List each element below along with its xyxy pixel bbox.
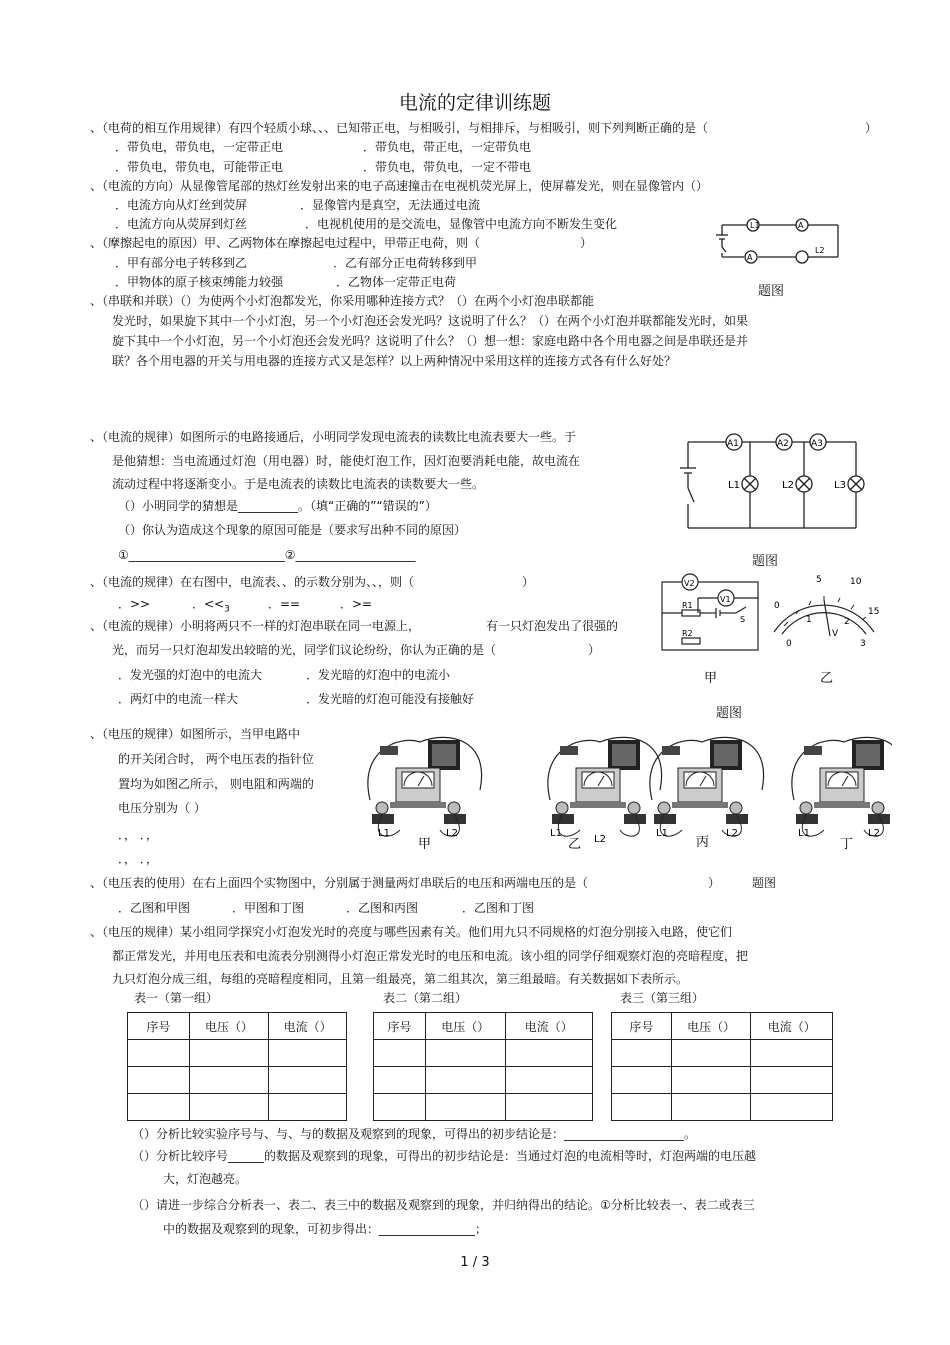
parallel-circuit-figure: [680, 428, 870, 536]
fig3-scale-top-5: 5: [816, 575, 822, 585]
q1-option-b: ．带负电，带正电，一定带负电: [363, 140, 532, 154]
table-2-title: 表二（第二组）: [383, 991, 468, 1005]
fig1-lamp-l1-label: L1: [750, 221, 760, 230]
table-header-index: 序号: [612, 1013, 672, 1040]
q8-options-row-2: ．， ．，: [118, 852, 158, 866]
q4-line-4: 联？各个用电器的开关与用电器的连接方式又是怎样？以上两种情况中采用这样的连接方式各有什么好处？: [112, 354, 677, 368]
q10-line-3: 九只灯泡分成三组，每组的亮暗程度相同，且第一组最亮，第二组其次，第三组最暗。有关数据如下表所示。: [112, 972, 689, 986]
q7-option-b: ．发光暗的灯泡中的电流小: [306, 668, 451, 682]
q8-line-1: 、（电压的规律）如图所示，当甲电路中: [90, 727, 301, 741]
fig2-lamp-l3-label: L3: [834, 480, 846, 491]
q9-option-b: ．甲图和丁图: [232, 901, 305, 915]
q3-paren-close: ）: [580, 236, 593, 250]
table-1-title: 表一（第一组）: [134, 991, 219, 1005]
q7-option-d: ．发光暗的灯泡可能没有接触好: [306, 692, 475, 706]
table-header-current: 电流（）: [505, 1013, 592, 1040]
q1-stem: 、（电荷的相互作用规律）有四个轻质小球、、、已知带正电，与相吸引，与相排斥，与相吸引，则下列判断正确的是（: [90, 121, 709, 135]
q2-option-c: ．电流方向从荧屏到灯丝: [115, 217, 248, 231]
series-circuit-figure: [712, 205, 848, 277]
photo-4-l2-label: L2: [868, 828, 880, 839]
table-row: [612, 1094, 833, 1121]
q8-options-row-1: ．， ．，: [118, 828, 158, 842]
data-table-1: [127, 1012, 347, 1121]
q7-line-2: 光，而另一只灯泡却发出较暗的光，同学们议论纷纷，你认为正确的是（: [112, 643, 497, 657]
q4-line-3: 旋下其中一个小灯泡，另一个小灯泡还会发光吗？这说明了什么？（）想一想：家庭电路中各个用电器之间是串联还是并: [112, 334, 749, 348]
photo-1-label: 甲: [418, 837, 432, 852]
fig1-ammeter-label: A: [798, 221, 804, 230]
q7-stem-continued: 有一只灯泡发出了很强的: [486, 619, 619, 633]
table-row: [612, 1040, 833, 1067]
q2-option-a: ．电流方向从灯丝到荧屏: [115, 198, 248, 212]
q6-option-b-subscript: 3: [224, 604, 230, 615]
fig3-label-jia: 甲: [704, 671, 718, 686]
page-title: 电流的定律训练题: [398, 92, 551, 114]
q10-sub-3: （）请进一步综合分析表一、表二、表三中的数据及观察到的现象，并归纳得出的结论。①分析比较表一、表二或表三: [132, 1198, 755, 1212]
photo-2-l1-label: L1: [550, 828, 562, 839]
photo-4-label: 丁: [840, 837, 854, 852]
table-header-voltage: 电压（）: [189, 1013, 269, 1040]
fig3-resistor-r1-label: R1: [682, 601, 693, 610]
fig3-scale-top-10: 10: [850, 577, 862, 587]
photo-2-l2-label: L2: [594, 834, 606, 845]
q1-paren-close: ）: [865, 121, 878, 135]
q3-option-c: ．甲物体的原子核束缚能力较强: [115, 275, 284, 289]
q9-paren-close: ）: [708, 876, 721, 890]
q8-line-4: 电压分别为（ ）: [118, 801, 206, 815]
q3-option-d: ．乙物体一定带正电荷: [336, 275, 457, 289]
table-row: [374, 1067, 593, 1094]
table-row: [612, 1067, 833, 1094]
fig2-lamp-l2-label: L2: [782, 480, 794, 491]
q5-line-1: 、（电流的规律）如图所示的电路接通后，小明同学发现电流表的读数比电流表要大一些。于: [90, 430, 577, 444]
q10-sub-3-continued: 中的数据及观察到的现象，可初步得出：________________；: [163, 1222, 488, 1236]
q3-stem: 、（摩擦起电的原因）甲、乙两物体在摩擦起电过程中，甲带正电荷，则（: [90, 236, 481, 250]
table-header-current: 电流（）: [751, 1013, 833, 1040]
q6-stem: 、（电流的规律）在右图中，电流表、、的示数分别为、、，则（: [90, 575, 415, 589]
q9-option-c: ．乙图和丙图: [346, 901, 419, 915]
data-table-2: [373, 1012, 593, 1121]
fig3-voltmeter-v2-label: V2: [684, 579, 695, 588]
fig1-ammeter-label-2: A: [747, 253, 753, 262]
q6-option-c: ．==: [268, 597, 301, 611]
table-header-voltage: 电压（）: [671, 1013, 751, 1040]
q9-stem: 、（电压表的使用）在右上面四个实物图中，分别属于测量两灯串联后的电压和两端电压的是（: [90, 876, 589, 890]
q2-option-b: ．显像管内是真空，无法通过电流: [300, 198, 481, 212]
photo-2-label: 乙: [568, 837, 582, 852]
q7-option-a: ．发光强的灯泡中的电流大: [118, 668, 263, 682]
voltmeter-figure: [656, 570, 882, 690]
q6-option-a: ．>>: [118, 597, 151, 611]
fig3-scale-bottom-1: 1: [806, 615, 812, 625]
fig1-caption: 题图: [758, 284, 785, 299]
q10-sub-1: （）分析比较实验序号与、与、与的数据及观察到的现象，可得出的初步结论是：____________________。: [132, 1127, 697, 1141]
table-header-index: 序号: [128, 1013, 190, 1040]
q8-line-3: 置均为如图乙所示， 则电阻和两端的: [118, 777, 314, 791]
photo-3-l2-label: L2: [726, 828, 738, 839]
q7-stem: 、（电流的规律）小明将两只不一样的灯泡串联在同一电源上，: [90, 619, 421, 633]
q6-option-b: [192, 597, 230, 617]
q1-option-c: ．带负电，带负电，可能带正电: [115, 160, 284, 174]
q10-line-2: 都正常发光，并用电压表和电流表分别测得小灯泡正常发光时的电压和电流。该小组的同学仔细观察灯泡的亮暗程度，把: [112, 949, 749, 963]
q10-sub-2: （）分析比较序号______的数据及观察到的现象，可得出的初步结论是：当通过灯泡的电流相等时，灯泡两端的电压越: [132, 1149, 757, 1163]
data-table-3: [611, 1012, 833, 1121]
q6-option-d: ．>=: [340, 597, 373, 611]
photo-3-l1-label: L1: [656, 828, 668, 839]
table-header-index: 序号: [374, 1013, 426, 1040]
q3-option-b: ．乙有部分正电荷转移到甲: [333, 256, 478, 270]
table-3-title: 表三（第三组）: [620, 991, 705, 1005]
q1-option-d: ．带负电，带负电，一定不带电: [363, 160, 532, 174]
q5-answer-blanks: ①__________________________②____________________: [118, 548, 416, 562]
q5-sub-2: （）你认为造成这个现象的原因可能是（要求写出种不同的原因）: [118, 523, 467, 537]
fig2-ammeter-a3-label: A3: [811, 439, 823, 449]
table-row: [128, 1040, 347, 1067]
fig2-lamp-l1-label: L1: [728, 480, 740, 491]
table-header-current: 电流（）: [269, 1013, 347, 1040]
q3-option-a: ．甲有部分电子转移到乙: [115, 256, 248, 270]
four-circuit-photos: [360, 730, 892, 858]
fig3-scale-bottom-3: 3: [860, 639, 866, 649]
fig3-switch-label: S: [740, 615, 746, 624]
fig3-scale-top-0: 0: [774, 601, 780, 611]
table-row: [374, 1040, 593, 1067]
q5-line-3: 流动过程中将逐渐变小。于是电流表的读数比电流表的读数要大一些。: [112, 477, 485, 491]
q9-option-d: ．乙图和丁图: [462, 901, 535, 915]
page-number: 1 / 3: [460, 1255, 490, 1270]
fig1-lamp-l2-label: L2: [815, 246, 825, 255]
q9-option-a: ．乙图和甲图: [118, 901, 191, 915]
q7-option-c: ．两灯中的电流一样大: [118, 692, 239, 706]
photo-1-l1-label: L1: [378, 828, 390, 839]
fig3-resistor-r2-label: R2: [682, 629, 693, 638]
fig3-caption: 题图: [716, 706, 743, 721]
fig2-caption: 题图: [752, 554, 779, 569]
q8-line-2: 的开关闭合时， 两个电压表的指针位: [118, 752, 314, 766]
table-header-voltage: 电压（）: [426, 1013, 506, 1040]
q2-stem: 、（电流的方向）从显像管尾部的热灯丝发射出来的电子高速撞击在电视机荧光屏上，使屏幕发光，则在显像管内（）: [90, 179, 709, 193]
fig3-scale-top-15: 15: [868, 607, 880, 617]
q2-option-d: ．电视机使用的是交流电，显像管中电流方向不断发生变化: [305, 217, 618, 231]
q9-figure-reference: 题图: [752, 876, 777, 890]
table-row: [128, 1094, 347, 1121]
photo-3-label: 丙: [696, 835, 710, 850]
fig3-label-yi: 乙: [820, 671, 834, 686]
fig3-scale-bottom-0: 0: [786, 639, 792, 649]
fig2-ammeter-a1-label: A1: [727, 439, 739, 449]
q5-line-2: 是他猜想：当电流通过灯泡（用电器）时，能使灯泡工作，因灯泡要消耗电能，故电流在: [112, 454, 581, 468]
fig3-scale-bottom-2: 2: [844, 617, 850, 627]
q7-paren-close: ）: [588, 643, 601, 657]
q4-line-1: 、（串联和并联）（）为使两个小灯泡都发光，你采用哪种连接方式？（）在两个小灯泡串联都能: [90, 294, 595, 308]
q5-sub-1: （）小明同学的猜想是__________。（填“正确的”“错误的”）: [118, 499, 437, 513]
q1-option-a: ．带负电，带负电，一定带正电: [115, 140, 284, 154]
fig3-voltmeter-v1-label: V1: [720, 595, 731, 604]
photo-1-l2-label: L2: [446, 828, 458, 839]
q4-line-2: 发光时，如果旋下其中一个小灯泡，另一个小灯泡还会发光吗？这说明了什么？（）在两个小灯泡并联都能发光时，如果: [112, 314, 749, 328]
q6-option-b-text: ．<<: [192, 597, 225, 611]
table-row: [374, 1094, 593, 1121]
q10-sub-2-continued: 大，灯泡越亮。: [163, 1172, 248, 1186]
q6-paren-close: ）: [522, 575, 535, 589]
photo-4-l1-label: L1: [798, 828, 810, 839]
fig2-ammeter-a2-label: A2: [777, 439, 789, 449]
table-row: [128, 1067, 347, 1094]
q10-line-1: 、（电压的规律）某小组同学探究小灯泡发光时的亮度与哪些因素有关。他们用九只不同规格的灯泡分别接入电路，使它们: [90, 925, 733, 939]
fig3-meter-v-label: V: [832, 629, 839, 639]
